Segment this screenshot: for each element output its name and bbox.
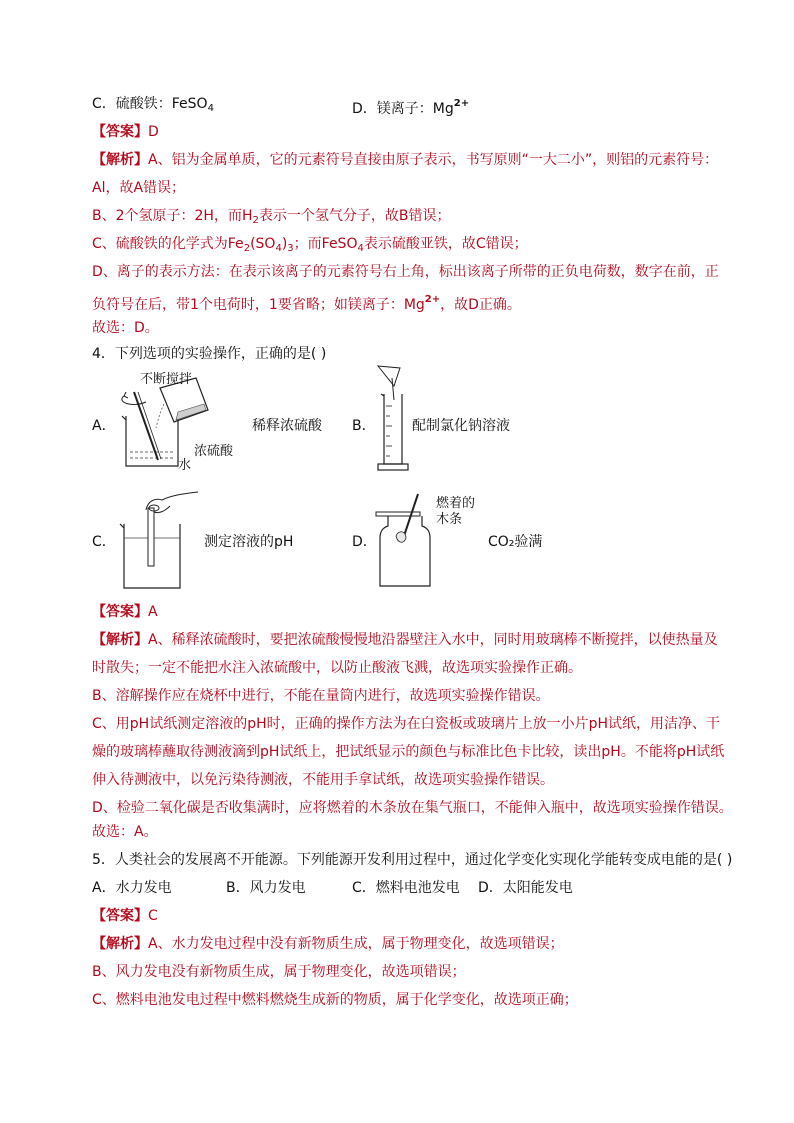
q5-analysis-c: C、燃料电池发电过程中燃料燃烧生成新的物质，属于化学变化，故选项正确； — [92, 992, 578, 1008]
q4-analysis-b: B、溶解操作应在烧杯中进行，不能在量筒内进行，故选项实验操作错误。 — [92, 688, 550, 704]
ph-test-figure — [118, 488, 202, 592]
q3-analysis-d-line2 — [92, 290, 521, 315]
answer-value: D — [148, 124, 159, 140]
q4-option-c-caption: 测定溶液的pH — [204, 534, 294, 550]
q4-analysis-a-line1 — [92, 630, 718, 650]
q5-option-b: B．风力发电 — [226, 880, 306, 896]
answer-tag: 【答案】 — [92, 124, 148, 140]
q3-option-c-subscript: 4 — [207, 103, 214, 114]
answer-tag: 【答案】 — [92, 908, 148, 924]
q3-analysis-c — [92, 234, 528, 259]
q5-option-c: C．燃料电池发电 — [352, 880, 460, 896]
label-burning: 燃着的 — [436, 496, 476, 511]
answer-tag: 【答案】 — [92, 604, 148, 620]
q5-option-d: D．太阳能发电 — [478, 880, 573, 896]
label-stick: 木条 — [436, 512, 463, 527]
q4-answer — [92, 602, 158, 622]
analysis-text: A、水力发电过程中没有新物质生成，属于物理变化，故选项错误； — [148, 936, 564, 952]
q4-analysis-a-line2: 时散失；一定不能把水注入浓硫酸中，以防止酸液飞溅，故选项实验操作正确。 — [92, 660, 582, 676]
q4-option-b-caption: 配制氯化钠溶液 — [412, 418, 510, 434]
q4-option-d-caption: CO₂验满 — [488, 534, 543, 550]
q4-stem: 4．下列选项的实验操作，正确的是( ) — [92, 346, 327, 362]
q4-analysis-c-line1: C、用pH试纸测定溶液的pH时，正确的操作方法为在白瓷板或玻璃片上放一小片pH试纸，用洁净、干 — [92, 716, 721, 732]
q3-answer — [92, 122, 159, 142]
label-concentrated-acid: 浓硫酸 — [194, 444, 234, 459]
q3-analysis-b — [92, 206, 450, 231]
analysis-tag: 【解析】 — [92, 632, 148, 648]
label-water: 水 — [178, 458, 192, 473]
analysis-text: 负符号在后，带1个电荷时，1要省略；如镁离子：Mg — [92, 297, 425, 313]
q3-option-d-text: D．镁离子：Mg — [352, 101, 454, 117]
q5-option-a: A．水力发电 — [92, 880, 172, 896]
q4-conclusion: 故选：A。 — [92, 824, 158, 840]
q4-analysis-c-line2: 燥的玻璃棒蘸取待测液滴到pH试纸上，把试纸显示的颜色与标准比色卡比较，读出pH。不能将pH试纸 — [92, 744, 725, 760]
q3-option-d — [352, 94, 469, 119]
q3-analysis-d-line1: D、离子的表示方法：在表示该离子的元素符号右上角，标出该离子所带的正负电荷数，数字在前，正 — [92, 264, 719, 280]
analysis-text: A、稀释浓硫酸时，要把浓硫酸慢慢地沿器壁注入水中，同时用玻璃棒不断搅拌，以使热量及 — [148, 632, 718, 648]
q3-option-c — [92, 94, 214, 119]
q4-option-b-letter: B． — [352, 418, 376, 434]
q3-conclusion: 故选：D。 — [92, 320, 159, 336]
graduated-cylinder-figure — [372, 364, 412, 476]
q3-analysis-a-line2: Al，故A错误； — [92, 180, 186, 196]
q4-option-a-caption: 稀释浓硫酸 — [252, 418, 322, 434]
q4-analysis-c-line3: 伸入待测液中，以免污染待测液，不能用手拿试纸，故选项实验操作错误。 — [92, 772, 554, 788]
analysis-text: C、硫酸铁的化学式为Fe — [92, 236, 244, 252]
q5-answer — [92, 906, 158, 926]
analysis-text: ；而FeSO — [293, 236, 358, 252]
analysis-text: B、2个氢原子：2H，而H — [92, 208, 253, 224]
analysis-text: A、铝为金属单质，它的元素符号直接由原子表示，书写原则“一大二小”，则铝的元素符号： — [148, 152, 719, 168]
label-stirring: 不断搅拌 — [140, 372, 193, 387]
answer-value: C — [148, 908, 158, 924]
subscript: 4 — [357, 243, 364, 254]
analysis-text: 表示一个氢气分子，故B错误； — [258, 208, 451, 224]
q4-option-c-letter: C． — [92, 534, 116, 550]
analysis-text: (SO — [250, 236, 276, 252]
subscript: 2 — [243, 243, 251, 254]
q4-option-a-letter: A． — [92, 418, 116, 434]
q3-option-d-superscript: 2+ — [453, 98, 470, 109]
analysis-text: 表示硫酸亚铁，故C错误； — [363, 236, 528, 252]
subscript: 3 — [287, 243, 294, 254]
q5-analysis-a — [92, 934, 564, 954]
analysis-tag: 【解析】 — [92, 152, 148, 168]
answer-value: A — [148, 604, 158, 620]
q4-analysis-d: D、检验二氧化碳是否收集满时，应将燃着的木条放在集气瓶口，不能伸入瓶中，故选项实验操作错误。 — [92, 800, 733, 816]
analysis-tag: 【解析】 — [92, 936, 148, 952]
q5-stem: 5．人类社会的发展离不开能源。下列能源开发利用过程中，通过化学变化实现化学能转变成电能的是( ) — [92, 852, 733, 868]
subscript: 4 — [275, 243, 282, 254]
superscript: 2+ — [424, 294, 441, 305]
q3-analysis-a-line1 — [92, 150, 718, 170]
subscript: 2 — [252, 215, 259, 226]
gas-collecting-bottle-figure — [374, 490, 438, 590]
q3-option-c-text: C．硫酸铁：FeSO — [92, 96, 208, 112]
analysis-text: ，故D正确。 — [440, 297, 521, 313]
q4-option-d-letter: D． — [352, 534, 377, 550]
q5-analysis-b: B、风力发电没有新物质生成，属于物理变化，故选项错误； — [92, 964, 466, 980]
analysis-text: ) — [281, 236, 288, 252]
